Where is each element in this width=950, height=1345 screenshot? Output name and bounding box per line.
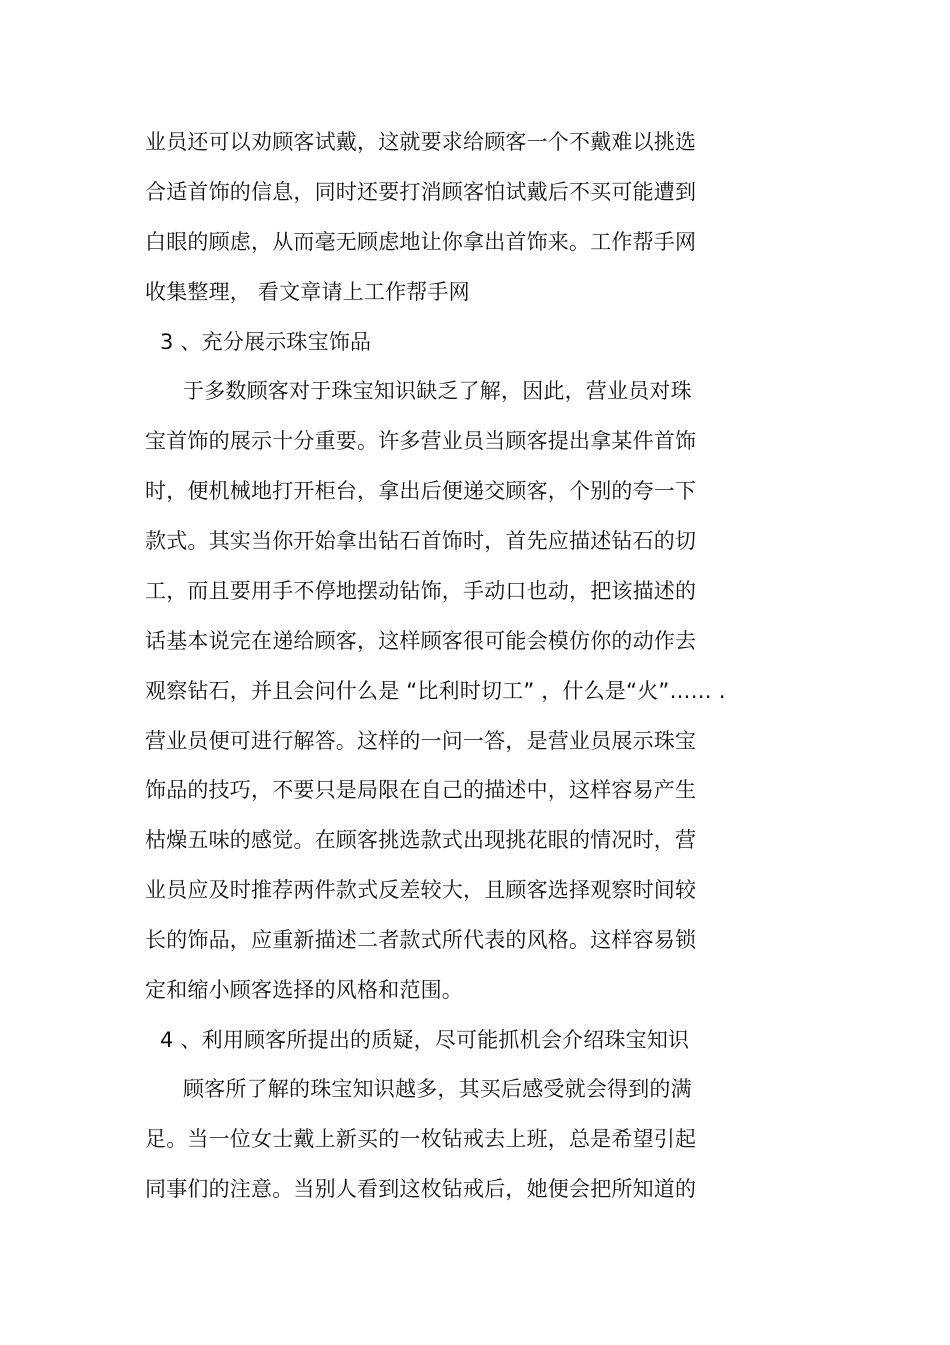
text-line: 枯燥五味的感觉。在顾客挑选款式出现挑花眼的情况时，营	[145, 828, 697, 852]
text-line: 定和缩小顾客选择的风格和范围。	[145, 978, 463, 1002]
text-line: 款式。其实当你开始拿出钻石首饰时，首先应描述钻石的切	[145, 529, 697, 553]
text-line: 长的饰品，应重新描述二者款式所代表的风格。这样容易锁	[145, 928, 697, 952]
text-line: 话基本说完在递给顾客，这样顾客很可能会模仿你的动作去	[145, 629, 697, 653]
paragraph-start: 顾客所了解的珠宝知识越多，其买后感受就会得到的满	[183, 1077, 692, 1101]
text-line: 时，便机械地打开柜台，拿出后便递交顾客，个别的夸一下	[145, 479, 697, 503]
section-heading: 3 、充分展示珠宝饰品	[160, 330, 372, 354]
text-line: 合适首饰的信息，同时还要打消顾客怕试戴后不买可能遭到	[145, 180, 697, 204]
text-line: 白眼的顾虑，从而毫无顾虑地让你拿出首饰来。工作帮手网	[145, 230, 697, 254]
text-line: 宝首饰的展示十分重要。许多营业员当顾客提出拿某件首饰	[145, 429, 697, 453]
text-line: 足。当一位女士戴上新买的一枚钻戒去上班，总是希望引起	[145, 1127, 697, 1151]
text-line: 收集整理， 看文章请上工作帮手网	[145, 280, 470, 304]
text-line: 业员应及时推荐两件款式反差较大，且顾客选择观察时间较	[145, 878, 697, 902]
text-line: 业员还可以劝顾客试戴，这就要求给顾客一个不戴难以挑选	[145, 130, 697, 154]
paragraph-start: 于多数顾客对于珠宝知识缺乏了解，因此，营业员对珠	[183, 379, 692, 403]
section-heading: 4 、利用顾客所提出的质疑，尽可能抓机会介绍珠宝知识	[160, 1028, 690, 1052]
text-line: 营业员便可进行解答。这样的一问一答，是营业员展示珠宝	[145, 729, 697, 753]
text-line: 观察钻石，并且会问什么是 “比利时切工” ，什么是“火”…… .	[145, 679, 726, 703]
text-line: 同事们的注意。当别人看到这枚钻戒后，她便会把所知道的	[145, 1177, 697, 1201]
text-line: 饰品的技巧，不要只是局限在自己的描述中，这样容易产生	[145, 778, 697, 802]
text-line: 工，而且要用手不停地摆动钻饰，手动口也动，把该描述的	[145, 579, 697, 603]
